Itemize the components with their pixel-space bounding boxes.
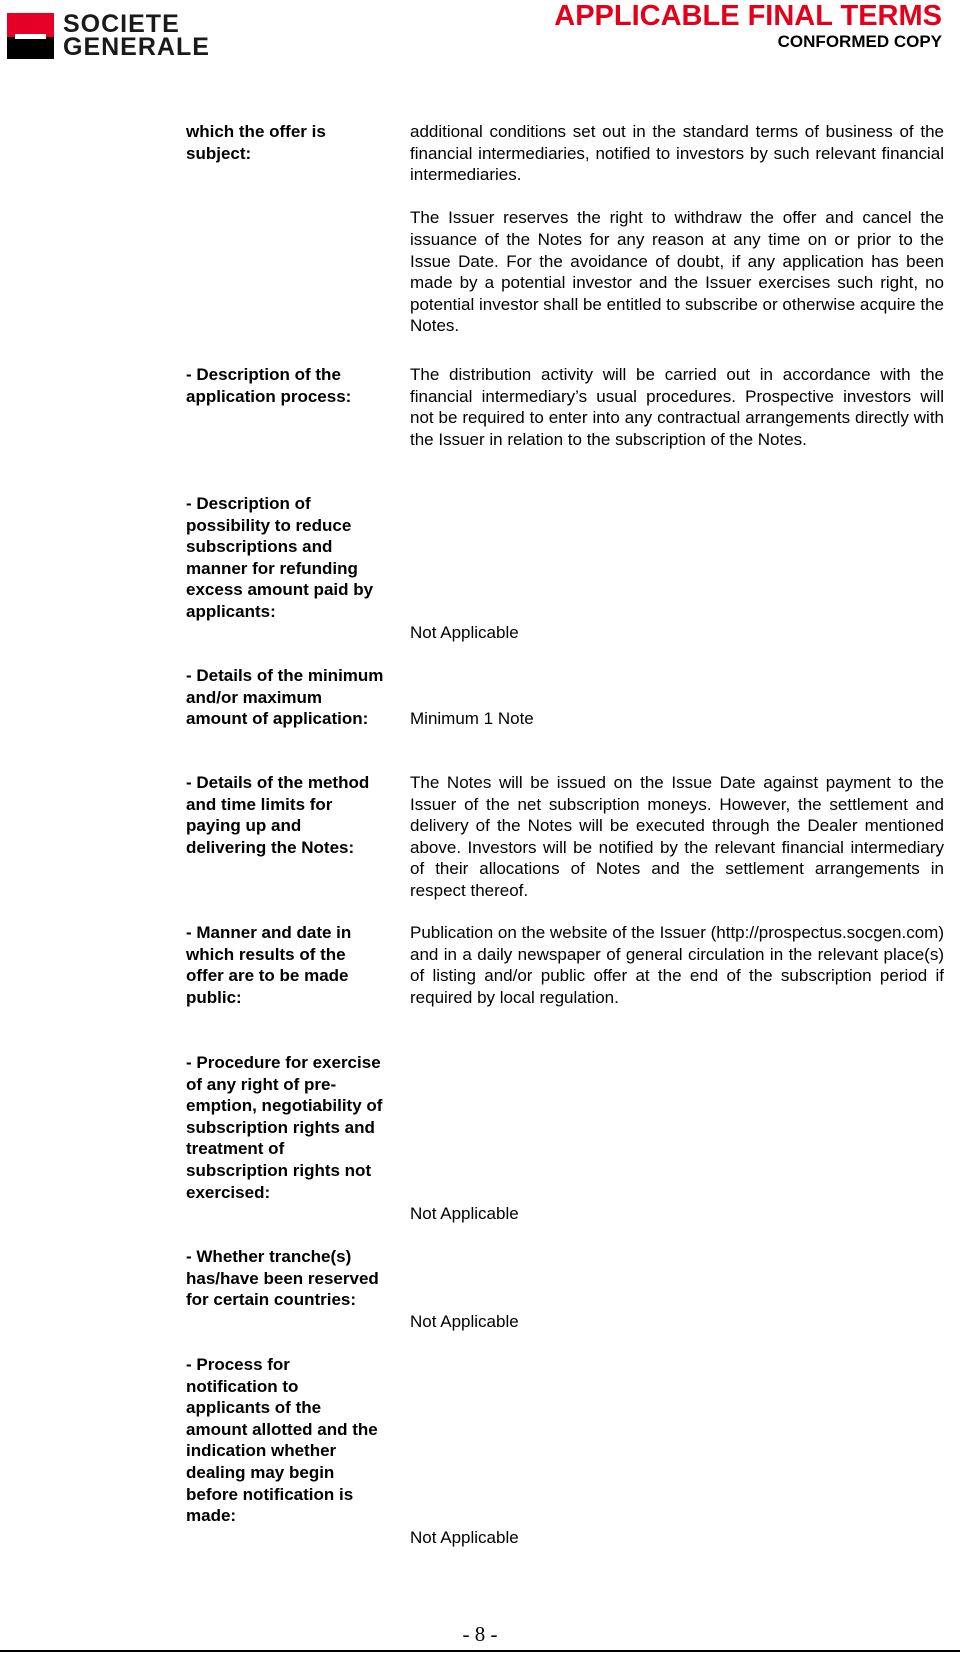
term-paragraph: The Issuer reserves the right to withdraw the offer and cancel the issuance of the Notes for any reason at any time on or prior to the Issue Date. For the avoidance of doubt, if any application has been made by a potential investor and the Issuer exercises such right, no potential investor shall be entitled to subscribe or otherwise acquire the Notes. [410,208,944,336]
term-value [410,708,944,730]
term-value [410,1527,944,1549]
term-paragraph: Not Applicable [410,1204,519,1223]
footer-divider [0,1650,960,1652]
term-paragraph: Publication on the website of the Issuer (http://prospectus.socgen.com) and in a daily newspaper of general circulation in the relevant place(s) of listing and/or public offer at the end of the subscription period if required by local regulation. [410,923,944,1007]
term-value [410,622,944,644]
term-paragraph: Minimum 1 Note [410,709,534,728]
term-paragraph: The distribution activity will be carried out in accordance with the financial intermediary’s usual procedures. Prospective investors will not be required to enter into any contractual arrangements directly with the Issuer in relation to the subscription of the Notes. [410,365,944,449]
term-paragraph: Not Applicable [410,1528,519,1547]
term-value [410,121,944,337]
term-value [410,364,944,450]
term-value [410,1311,944,1333]
logo-line-2: GENERALE [63,33,210,61]
term-value [410,772,944,902]
term-value [410,922,944,1008]
document-title: APPLICABLE FINAL TERMS [554,0,942,32]
term-paragraph: Not Applicable [410,623,519,642]
term-label: - Description of possibility to reduce subscriptions and manner for refunding excess amount paid by applicants: [186,494,374,621]
term-label: - Whether tranche(s) has/have been reserved for certain countries: [186,1247,379,1310]
term-paragraph: The Notes will be issued on the Issue Date against payment to the Issuer of the net subscription moneys. However, the settlement and delivery of the Notes will be executed through the Dealer mentioned above. Investors will be notified by the relevant financial intermediary of their allocations of Notes and the settlement arrangements in respect thereof. [410,773,944,900]
term-label: - Manner and date in which results of the offer are to be made public: [186,923,352,1007]
document-subtitle: CONFORMED COPY [777,32,942,51]
term-label: - Process for notification to applicants of the amount allotted and the indication whether dealing may begin before notification is made: [186,1355,378,1526]
term-label: - Details of the minimum and/or maximum amount of application: [186,666,384,729]
logo-mark-icon [7,13,54,59]
logo-wordmark [63,10,210,61]
term-label: - Description of the application process: [186,365,352,406]
page-number: - 8 - [462,1622,498,1646]
term-value [410,1203,944,1225]
term-paragraph: additional conditions set out in the standard terms of business of the financial intermediaries, notified to investors by such relevant financial intermediaries. [410,122,944,185]
term-label: which the offer is subject: [186,122,326,163]
logo-line-1: SOCIETE [63,10,180,38]
term-label: - Procedure for exercise of any right of pre-emption, negotiability of subscription rights and treatment of subscription rights not exercised: [186,1053,383,1202]
term-label: - Details of the method and time limits for paying up and delivering the Notes: [186,773,370,857]
term-paragraph: Not Applicable [410,1312,519,1331]
societe-generale-logo [7,10,237,61]
